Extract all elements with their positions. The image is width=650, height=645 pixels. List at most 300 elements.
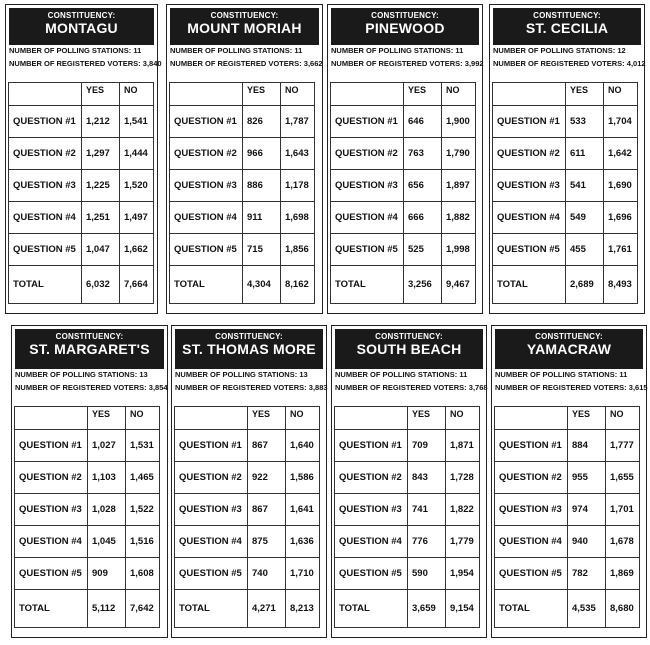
no-value: 1,178 <box>281 170 315 202</box>
total-yes: 4,271 <box>248 590 286 628</box>
table-header-row <box>335 407 480 430</box>
registered-voters-line <box>15 383 168 393</box>
constituency-name: ST. THOMAS MORE <box>182 341 316 357</box>
total-no: 8,493 <box>604 266 638 304</box>
no-value: 1,704 <box>604 106 638 138</box>
question-label: QUESTION #3 <box>170 170 243 202</box>
question-row <box>170 202 315 234</box>
total-row <box>15 590 160 628</box>
question-row <box>15 430 160 462</box>
question-row <box>493 106 638 138</box>
yes-value: 549 <box>566 202 604 234</box>
polling-stations-label: NUMBER OF POLLING STATIONS: <box>331 46 454 55</box>
constituency-header <box>15 329 164 369</box>
total-yes: 4,535 <box>568 590 606 628</box>
no-value: 1,678 <box>606 526 640 558</box>
polling-stations-line <box>9 46 141 56</box>
no-value: 1,900 <box>442 106 476 138</box>
question-row <box>170 170 315 202</box>
no-column-header: NO <box>606 407 640 430</box>
constituency-label: CONSTITUENCY: <box>215 332 283 341</box>
yes-value: 922 <box>248 462 286 494</box>
question-label: QUESTION #5 <box>170 234 243 266</box>
constituency-name: SOUTH BEACH <box>356 341 462 357</box>
constituency-label: CONSTITUENCY: <box>375 332 443 341</box>
no-value: 1,871 <box>446 430 480 462</box>
polling-stations-count: 13 <box>139 370 148 379</box>
total-row <box>175 590 320 628</box>
question-row <box>331 170 476 202</box>
registered-voters-label: NUMBER OF REGISTERED VOTERS: <box>170 59 302 68</box>
no-column-header: NO <box>286 407 320 430</box>
table-header-row <box>175 407 320 430</box>
results-table <box>494 406 640 628</box>
no-column-header: NO <box>442 83 476 106</box>
no-value: 1,698 <box>281 202 315 234</box>
polling-stations-line <box>331 46 463 56</box>
question-row <box>175 526 320 558</box>
constituency-header <box>9 8 154 45</box>
constituency-name: YAMACRAW <box>526 341 612 357</box>
question-label: QUESTION #1 <box>335 430 408 462</box>
polling-stations-label: NUMBER OF POLLING STATIONS: <box>335 370 458 379</box>
question-column-header <box>170 83 243 106</box>
yes-value: 533 <box>566 106 604 138</box>
registered-voters-label: NUMBER OF REGISTERED VOTERS: <box>15 383 147 392</box>
polling-stations-line <box>170 46 302 56</box>
question-row <box>9 202 154 234</box>
no-column-header: NO <box>604 83 638 106</box>
results-table <box>169 82 315 304</box>
registered-voters-label: NUMBER OF REGISTERED VOTERS: <box>335 383 467 392</box>
question-row <box>175 558 320 590</box>
no-column-header: NO <box>120 83 154 106</box>
no-value: 1,636 <box>286 526 320 558</box>
question-label: QUESTION #4 <box>335 526 408 558</box>
yes-value: 1,047 <box>82 234 120 266</box>
question-label: QUESTION #2 <box>175 462 248 494</box>
registered-voters-line <box>493 59 646 69</box>
yes-value: 776 <box>408 526 446 558</box>
yes-value: 909 <box>88 558 126 590</box>
total-label: TOTAL <box>175 590 248 628</box>
yes-value: 867 <box>248 430 286 462</box>
polling-stations-line <box>175 370 308 380</box>
question-row <box>331 106 476 138</box>
yes-value: 646 <box>404 106 442 138</box>
question-row <box>335 526 480 558</box>
yes-value: 940 <box>568 526 606 558</box>
constituency-name: PINEWOOD <box>365 20 445 36</box>
constituency-card-montagu <box>5 4 162 314</box>
no-value: 1,998 <box>442 234 476 266</box>
results-table <box>492 82 638 304</box>
question-row <box>170 234 315 266</box>
no-value: 1,710 <box>286 558 320 590</box>
no-column-header: NO <box>281 83 315 106</box>
no-value: 1,497 <box>120 202 154 234</box>
yes-value: 590 <box>408 558 446 590</box>
table-header-row <box>9 83 154 106</box>
question-label: QUESTION #3 <box>493 170 566 202</box>
total-no: 9,154 <box>446 590 480 628</box>
question-row <box>175 462 320 494</box>
yes-value: 1,045 <box>88 526 126 558</box>
question-row <box>175 430 320 462</box>
no-value: 1,643 <box>281 138 315 170</box>
total-label: TOTAL <box>493 266 566 304</box>
question-label: QUESTION #3 <box>335 494 408 526</box>
no-value: 1,787 <box>281 106 315 138</box>
registered-voters-count: 3,992 <box>464 59 484 68</box>
no-value: 1,586 <box>286 462 320 494</box>
yes-value: 656 <box>404 170 442 202</box>
table-header-row <box>493 83 638 106</box>
results-table <box>8 82 154 304</box>
no-value: 1,520 <box>120 170 154 202</box>
polling-stations-count: 11 <box>133 46 142 55</box>
yes-value: 740 <box>248 558 286 590</box>
no-value: 1,641 <box>286 494 320 526</box>
yes-value: 715 <box>243 234 281 266</box>
question-row <box>15 494 160 526</box>
registered-voters-count: 3,883 <box>308 383 328 392</box>
question-row <box>9 234 154 266</box>
question-label: QUESTION #3 <box>495 494 568 526</box>
question-label: QUESTION #2 <box>493 138 566 170</box>
constituency-card-yamacraw <box>491 325 647 638</box>
polling-stations-label: NUMBER OF POLLING STATIONS: <box>493 46 616 55</box>
total-yes: 3,659 <box>408 590 446 628</box>
question-label: QUESTION #2 <box>331 138 404 170</box>
question-label: QUESTION #1 <box>175 430 248 462</box>
registered-voters-line <box>331 59 484 69</box>
total-row <box>9 266 154 304</box>
no-value: 1,869 <box>606 558 640 590</box>
table-header-row <box>495 407 640 430</box>
question-row <box>335 430 480 462</box>
no-value: 1,779 <box>446 526 480 558</box>
yes-column-header: YES <box>566 83 604 106</box>
polling-stations-label: NUMBER OF POLLING STATIONS: <box>175 370 298 379</box>
polling-stations-line <box>335 370 467 380</box>
results-table <box>174 406 320 628</box>
yes-value: 1,027 <box>88 430 126 462</box>
constituency-header <box>170 8 319 45</box>
yes-value: 1,251 <box>82 202 120 234</box>
question-label: QUESTION #3 <box>175 494 248 526</box>
polling-stations-label: NUMBER OF POLLING STATIONS: <box>495 370 618 379</box>
total-yes: 6,032 <box>82 266 120 304</box>
yes-value: 911 <box>243 202 281 234</box>
question-label: QUESTION #2 <box>9 138 82 170</box>
yes-value: 884 <box>568 430 606 462</box>
no-value: 1,777 <box>606 430 640 462</box>
question-label: QUESTION #5 <box>495 558 568 590</box>
yes-value: 782 <box>568 558 606 590</box>
question-label: QUESTION #4 <box>15 526 88 558</box>
total-row <box>495 590 640 628</box>
constituency-card-st-cecilia <box>489 4 645 314</box>
total-label: TOTAL <box>9 266 82 304</box>
total-label: TOTAL <box>15 590 88 628</box>
question-row <box>15 526 160 558</box>
no-value: 1,897 <box>442 170 476 202</box>
yes-value: 1,297 <box>82 138 120 170</box>
constituency-label: CONSTITUENCY: <box>535 332 603 341</box>
total-no: 8,213 <box>286 590 320 628</box>
question-row <box>495 526 640 558</box>
yes-column-header: YES <box>248 407 286 430</box>
question-label: QUESTION #1 <box>331 106 404 138</box>
total-no: 7,664 <box>120 266 154 304</box>
no-value: 1,856 <box>281 234 315 266</box>
polling-stations-label: NUMBER OF POLLING STATIONS: <box>15 370 138 379</box>
polling-stations-line <box>493 46 626 56</box>
question-label: QUESTION #5 <box>175 558 248 590</box>
polling-stations-count: 13 <box>299 370 308 379</box>
registered-voters-count: 3,662 <box>303 59 323 68</box>
registered-voters-label: NUMBER OF REGISTERED VOTERS: <box>495 383 627 392</box>
yes-value: 611 <box>566 138 604 170</box>
constituency-header <box>331 8 479 45</box>
registered-voters-count: 3,854 <box>148 383 168 392</box>
constituency-header <box>493 8 641 45</box>
question-row <box>170 106 315 138</box>
constituency-label: CONSTITUENCY: <box>47 11 116 20</box>
yes-value: 875 <box>248 526 286 558</box>
question-row <box>170 138 315 170</box>
no-value: 1,516 <box>126 526 160 558</box>
question-row <box>495 462 640 494</box>
registered-voters-line <box>495 383 648 393</box>
results-table <box>14 406 160 628</box>
constituency-card-st-thomas-more <box>171 325 327 638</box>
polling-stations-count: 11 <box>455 46 464 55</box>
question-label: QUESTION #4 <box>175 526 248 558</box>
question-label: QUESTION #2 <box>170 138 243 170</box>
registered-voters-line <box>170 59 323 69</box>
yes-value: 826 <box>243 106 281 138</box>
total-no: 8,162 <box>281 266 315 304</box>
question-label: QUESTION #1 <box>495 430 568 462</box>
table-header-row <box>15 407 160 430</box>
constituency-card-pinewood <box>327 4 483 314</box>
yes-value: 541 <box>566 170 604 202</box>
question-column-header <box>175 407 248 430</box>
question-label: QUESTION #3 <box>15 494 88 526</box>
constituency-label: CONSTITUENCY: <box>210 11 279 20</box>
no-value: 1,642 <box>604 138 638 170</box>
constituency-label: CONSTITUENCY: <box>55 332 124 341</box>
total-row <box>170 266 315 304</box>
yes-column-header: YES <box>568 407 606 430</box>
constituency-header <box>175 329 323 369</box>
total-yes: 2,689 <box>566 266 604 304</box>
question-column-header <box>15 407 88 430</box>
question-label: QUESTION #5 <box>9 234 82 266</box>
question-row <box>335 494 480 526</box>
no-value: 1,761 <box>604 234 638 266</box>
question-row <box>493 202 638 234</box>
no-value: 1,465 <box>126 462 160 494</box>
yes-column-header: YES <box>243 83 281 106</box>
results-table <box>330 82 476 304</box>
question-label: QUESTION #3 <box>331 170 404 202</box>
question-label: QUESTION #5 <box>331 234 404 266</box>
question-label: QUESTION #4 <box>495 526 568 558</box>
registered-voters-line <box>9 59 162 69</box>
no-value: 1,690 <box>604 170 638 202</box>
registered-voters-line <box>335 383 488 393</box>
polling-stations-label: NUMBER OF POLLING STATIONS: <box>9 46 132 55</box>
yes-column-header: YES <box>404 83 442 106</box>
yes-value: 1,212 <box>82 106 120 138</box>
no-value: 1,822 <box>446 494 480 526</box>
yes-value: 455 <box>566 234 604 266</box>
question-label: QUESTION #3 <box>9 170 82 202</box>
question-row <box>495 430 640 462</box>
yes-value: 1,028 <box>88 494 126 526</box>
yes-value: 966 <box>243 138 281 170</box>
yes-value: 666 <box>404 202 442 234</box>
yes-value: 525 <box>404 234 442 266</box>
yes-value: 709 <box>408 430 446 462</box>
total-no: 8,680 <box>606 590 640 628</box>
yes-value: 1,103 <box>88 462 126 494</box>
total-no: 9,467 <box>442 266 476 304</box>
no-value: 1,728 <box>446 462 480 494</box>
question-row <box>331 202 476 234</box>
polling-stations-line <box>495 370 627 380</box>
yes-value: 741 <box>408 494 446 526</box>
total-no: 7,642 <box>126 590 160 628</box>
registered-voters-count: 3,615 <box>628 383 648 392</box>
question-row <box>495 558 640 590</box>
question-row <box>493 234 638 266</box>
constituency-label: CONSTITUENCY: <box>533 11 601 20</box>
question-label: QUESTION #4 <box>493 202 566 234</box>
constituency-card-south-beach <box>331 325 487 638</box>
total-label: TOTAL <box>335 590 408 628</box>
registered-voters-label: NUMBER OF REGISTERED VOTERS: <box>9 59 141 68</box>
registered-voters-label: NUMBER OF REGISTERED VOTERS: <box>331 59 463 68</box>
total-row <box>493 266 638 304</box>
constituency-name: MOUNT MORIAH <box>187 20 302 36</box>
question-row <box>9 138 154 170</box>
no-value: 1,444 <box>120 138 154 170</box>
total-label: TOTAL <box>331 266 404 304</box>
constituency-header <box>495 329 643 369</box>
registered-voters-label: NUMBER OF REGISTERED VOTERS: <box>493 59 625 68</box>
yes-value: 763 <box>404 138 442 170</box>
question-row <box>331 138 476 170</box>
question-label: QUESTION #4 <box>170 202 243 234</box>
question-column-header <box>9 83 82 106</box>
polling-stations-label: NUMBER OF POLLING STATIONS: <box>170 46 293 55</box>
no-value: 1,696 <box>604 202 638 234</box>
yes-value: 974 <box>568 494 606 526</box>
registered-voters-count: 3,768 <box>468 383 488 392</box>
no-value: 1,531 <box>126 430 160 462</box>
no-value: 1,701 <box>606 494 640 526</box>
polling-stations-count: 11 <box>294 46 303 55</box>
constituency-name: MONTAGU <box>45 20 118 36</box>
no-value: 1,608 <box>126 558 160 590</box>
table-header-row <box>170 83 315 106</box>
question-column-header <box>495 407 568 430</box>
constituency-label: CONSTITUENCY: <box>371 11 439 20</box>
question-row <box>15 558 160 590</box>
constituency-name: ST. CECILIA <box>525 20 609 36</box>
question-row <box>331 234 476 266</box>
no-value: 1,541 <box>120 106 154 138</box>
no-value: 1,954 <box>446 558 480 590</box>
yes-column-header: YES <box>88 407 126 430</box>
yes-value: 955 <box>568 462 606 494</box>
question-label: QUESTION #1 <box>170 106 243 138</box>
total-yes: 4,304 <box>243 266 281 304</box>
yes-value: 843 <box>408 462 446 494</box>
total-label: TOTAL <box>170 266 243 304</box>
total-row <box>331 266 476 304</box>
question-column-header <box>331 83 404 106</box>
total-label: TOTAL <box>495 590 568 628</box>
yes-column-header: YES <box>408 407 446 430</box>
no-value: 1,882 <box>442 202 476 234</box>
no-column-header: NO <box>126 407 160 430</box>
yes-value: 1,225 <box>82 170 120 202</box>
question-column-header <box>335 407 408 430</box>
question-column-header <box>493 83 566 106</box>
question-label: QUESTION #5 <box>15 558 88 590</box>
constituency-card-st-margaret-s <box>11 325 168 638</box>
registered-voters-line <box>175 383 328 393</box>
total-yes: 5,112 <box>88 590 126 628</box>
no-value: 1,790 <box>442 138 476 170</box>
no-value: 1,640 <box>286 430 320 462</box>
question-row <box>175 494 320 526</box>
question-row <box>15 462 160 494</box>
registered-voters-label: NUMBER OF REGISTERED VOTERS: <box>175 383 307 392</box>
yes-value: 867 <box>248 494 286 526</box>
polling-stations-count: 11 <box>619 370 628 379</box>
total-yes: 3,256 <box>404 266 442 304</box>
question-label: QUESTION #4 <box>331 202 404 234</box>
polling-stations-line <box>15 370 148 380</box>
question-label: QUESTION #2 <box>335 462 408 494</box>
question-label: QUESTION #2 <box>495 462 568 494</box>
registered-voters-count: 3,840 <box>142 59 162 68</box>
total-row <box>335 590 480 628</box>
question-row <box>9 170 154 202</box>
registered-voters-count: 4,012 <box>626 59 646 68</box>
question-label: QUESTION #1 <box>493 106 566 138</box>
question-label: QUESTION #5 <box>335 558 408 590</box>
no-value: 1,655 <box>606 462 640 494</box>
results-table <box>334 406 480 628</box>
no-value: 1,662 <box>120 234 154 266</box>
question-row <box>335 462 480 494</box>
table-header-row <box>331 83 476 106</box>
question-label: QUESTION #2 <box>15 462 88 494</box>
question-row <box>493 138 638 170</box>
question-label: QUESTION #4 <box>9 202 82 234</box>
constituency-name: ST. MARGARET'S <box>29 341 150 357</box>
question-label: QUESTION #5 <box>493 234 566 266</box>
yes-value: 886 <box>243 170 281 202</box>
yes-column-header: YES <box>82 83 120 106</box>
